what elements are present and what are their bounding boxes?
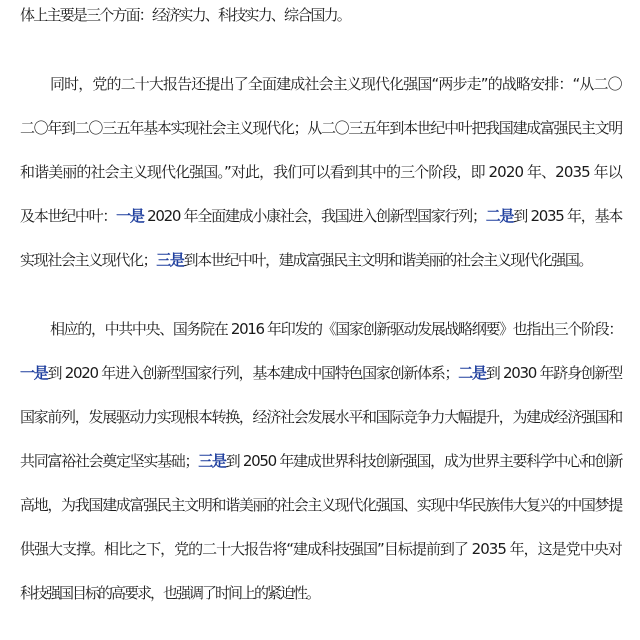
text-segment: 到 2030 年跻身创新型 [485,364,622,382]
highlight-label: 三是 [198,452,226,470]
highlight-label: 一是 [116,207,144,225]
highlight-label: 二是 [458,364,486,382]
text-line [20,206,622,226]
text-segment: 国家前列，发展驱动力实现根本转换，经济社会发展水平和国际竞争力大幅提升，为建成经济强国和 [20,408,622,426]
text-segment: 科技强国目标的高要求，也强调了时间上的紧迫性。 [20,584,320,602]
text-segment: 到 2035 年，基本 [513,207,622,225]
text-line [20,451,622,471]
text-line [50,319,622,339]
text-segment: 及本世纪中叶： [20,207,117,225]
text-line [20,250,592,270]
text-segment: 同时，党的二十大报告还提出了全面建成社会主义现代化强国“两步走”的战略安排：“从二〇 [50,75,622,93]
text-segment: 供强大支撑。相比之下，党的二十大报告将“建成科技强国”目标提前到了 2035 年，这是党中央对 [20,540,622,558]
text-segment: 实现社会主义现代化； [20,251,157,269]
text-line [20,5,350,25]
text-segment: 高地，为我国建成富强民主文明和谐美丽的社会主义现代化强国、实现中华民族伟大复兴的中国梦提 [20,496,622,514]
highlight-label: 三是 [156,251,184,269]
text-line [20,162,622,182]
text-line [20,118,622,138]
text-segment: 到 2020 年进入创新型国家行列，基本建成中国特色国家创新体系； [47,364,459,382]
highlight-label: 二是 [485,207,514,225]
text-segment: 到本世纪中叶，建成富强民主文明和谐美丽的社会主义现代化强国。 [183,251,593,269]
text-segment: 体上主要是三个方面：经济实力、科技实力、综合国力。 [20,6,351,24]
text-segment: 相应的，中共中央、国务院在 2016 年印发的《国家创新驱动发展战略纲要》也指出三个阶段： [50,320,622,338]
text-segment: 到 2050 年建成世界科技创新强国，成为世界主要科学中心和创新 [225,452,623,470]
text-line [20,583,319,603]
text-segment: 2020 年全面建成小康社会，我国进入创新型国家行列； [143,207,486,225]
text-line [50,74,622,94]
text-line [20,407,622,427]
text-line [20,539,622,559]
text-segment: 共同富裕社会奠定坚实基础； [20,452,199,470]
text-segment: 二〇年到二〇三五年基本实现社会主义现代化；从二〇三五年到本世纪中叶把我国建成富强民主文明 [20,119,622,137]
highlight-label: 一是 [20,364,48,382]
text-line [20,495,622,515]
text-segment: 和谐美丽的社会主义现代化强国。”对此，我们可以看到其中的三个阶段，即 2020 年、2035 年以 [20,163,622,181]
text-line [20,363,622,383]
